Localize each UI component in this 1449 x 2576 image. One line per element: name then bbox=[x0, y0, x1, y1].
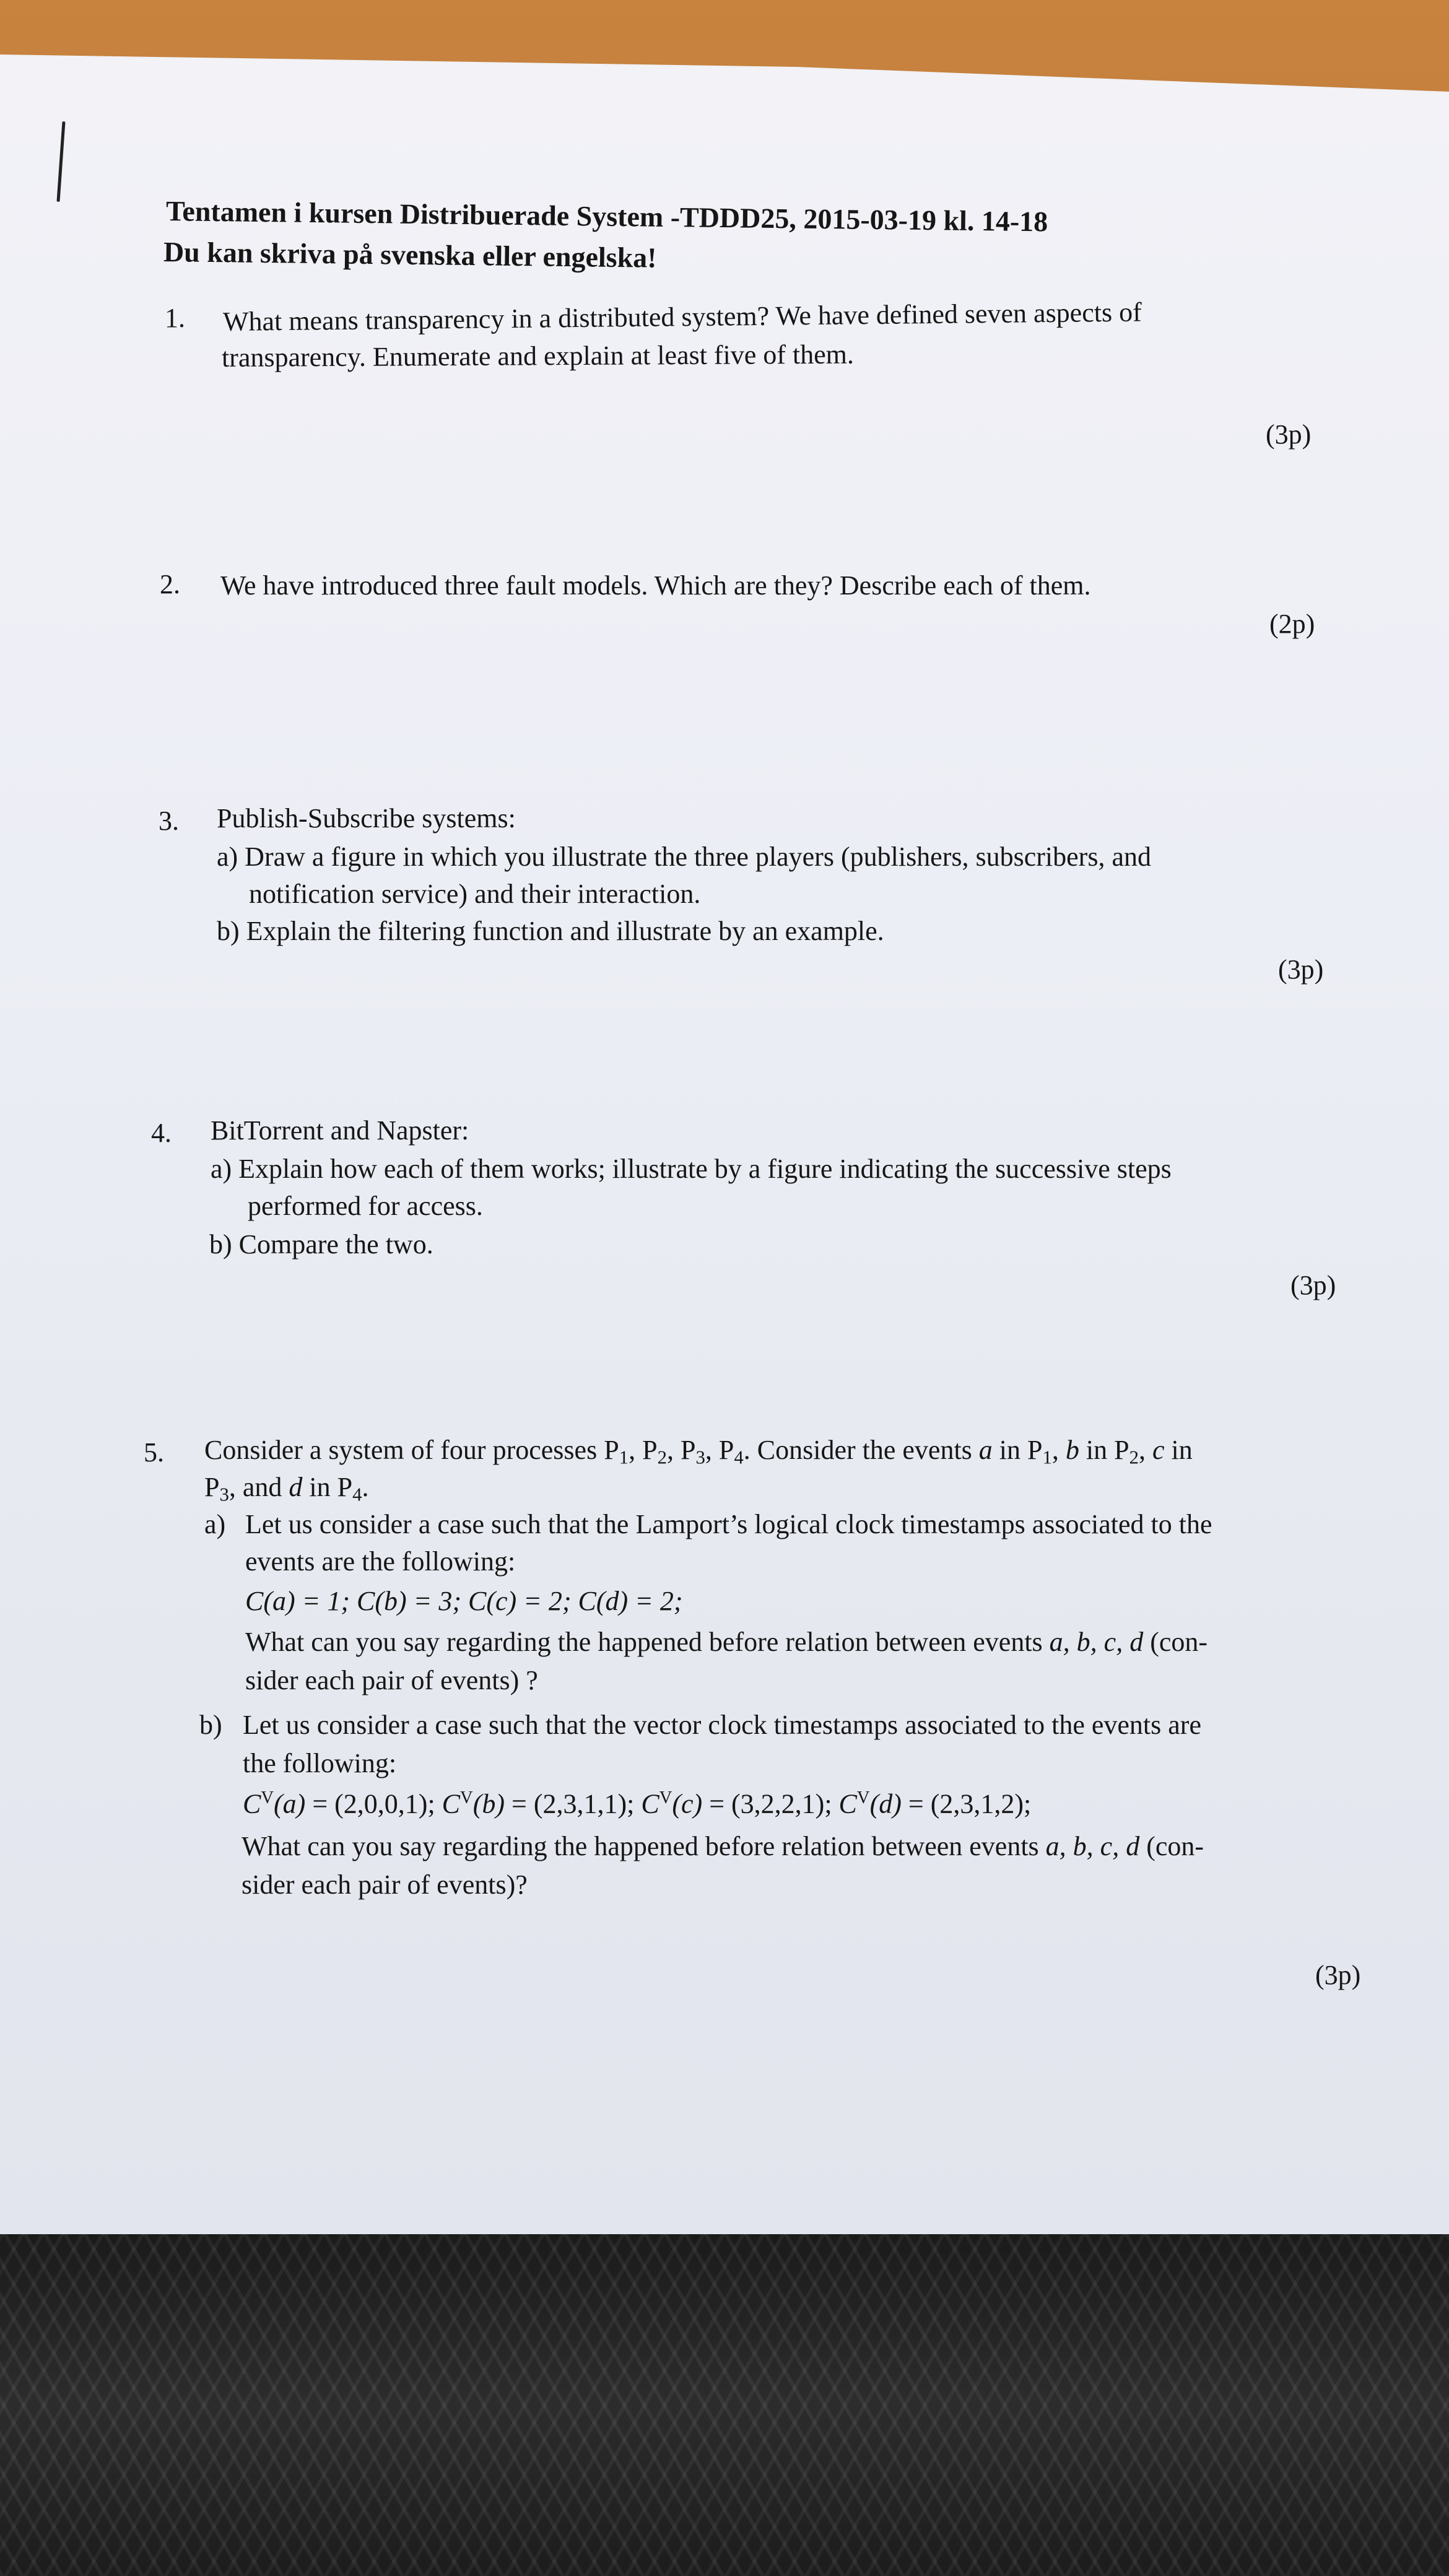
intro-text: , P bbox=[705, 1435, 734, 1465]
subscript: 3 bbox=[695, 1447, 705, 1468]
intro-text: , P bbox=[629, 1435, 658, 1465]
part-a-label: a) bbox=[204, 1509, 226, 1539]
event-variables: a, b, c, d bbox=[1045, 1831, 1140, 1861]
vector-value: = (2,3,1,2); bbox=[901, 1788, 1032, 1819]
question-text: notification service) and their interaction. bbox=[249, 879, 701, 909]
event-arg: (c) bbox=[672, 1788, 703, 1819]
part-b-label: b) bbox=[199, 1710, 222, 1740]
question-text: transparency. Enumerate and explain at least five of them. bbox=[221, 339, 855, 373]
part-a-text: (con- bbox=[1150, 1627, 1208, 1657]
points-label: (3p) bbox=[1266, 419, 1312, 450]
part-a-question bbox=[245, 1629, 1208, 1656]
part-b-text: (con- bbox=[1146, 1831, 1204, 1861]
part-a-text: sider each pair of events) ? bbox=[245, 1665, 538, 1695]
points-label: (2p) bbox=[1269, 609, 1315, 639]
intro-text: P bbox=[204, 1472, 220, 1502]
question-text: performed for access. bbox=[248, 1191, 483, 1221]
part-b-text: the following: bbox=[243, 1748, 397, 1778]
part-a-text: Let us consider a case such that the Lamport’s logical clock timestamps associated to the bbox=[245, 1509, 1212, 1539]
event-arg: (d) bbox=[869, 1788, 902, 1819]
intro-text: in P bbox=[992, 1435, 1043, 1465]
intro-text: in bbox=[1164, 1435, 1193, 1465]
intro-text: , P bbox=[666, 1435, 696, 1465]
exam-subtitle: Du kan skriva på svenska eller engelska! bbox=[163, 236, 657, 274]
subscript: 2 bbox=[657, 1447, 667, 1468]
question-text: a) Explain how each of them works; illustrate by a figure indicating the successive steps bbox=[211, 1154, 1172, 1184]
question-text: Publish-Subscribe systems: bbox=[217, 803, 516, 833]
part-a-text: events are the following: bbox=[245, 1546, 516, 1577]
subscript: 1 bbox=[619, 1447, 629, 1468]
vector-value: = (3,2,2,1); bbox=[702, 1788, 839, 1819]
question-intro-line-1 bbox=[204, 1437, 1193, 1467]
clock-symbol: C bbox=[442, 1788, 461, 1819]
clock-symbol: C bbox=[243, 1788, 261, 1819]
question-text: We have introduced three fault models. Which are they? Describe each of them. bbox=[220, 570, 1091, 601]
vector-value: = (2,0,0,1); bbox=[305, 1788, 442, 1819]
part-b-text: sider each pair of events)? bbox=[242, 1869, 528, 1900]
subscript: 4 bbox=[734, 1447, 744, 1468]
clock-symbol: C bbox=[838, 1788, 857, 1819]
question-number: 5. bbox=[144, 1437, 164, 1468]
points-label: (3p) bbox=[1278, 954, 1324, 985]
vector-value: = (2,3,1,1); bbox=[505, 1788, 642, 1819]
question-text: b) Compare the two. bbox=[209, 1229, 433, 1260]
intro-text: , bbox=[1051, 1435, 1066, 1465]
part-b-text: What can you say regarding the happened before relation between events bbox=[242, 1831, 1039, 1861]
clock-symbol: C bbox=[641, 1788, 659, 1819]
intro-text: . Consider the events bbox=[743, 1435, 979, 1465]
question-number: 4. bbox=[151, 1118, 172, 1148]
event-variable: d bbox=[289, 1472, 303, 1502]
event-variable: b bbox=[1065, 1435, 1079, 1465]
exam-title: Tentamen i kursen Distribuerade System -TDDD25, 2015-03-19 kl. 14-18 bbox=[165, 195, 1048, 238]
subscript: 3 bbox=[219, 1484, 229, 1505]
points-label: (3p) bbox=[1290, 1270, 1336, 1300]
question-number: 3. bbox=[159, 806, 179, 836]
vector-timestamps bbox=[243, 1790, 1031, 1818]
part-b-text: Let us consider a case such that the vector clock timestamps associated to the events are bbox=[243, 1710, 1201, 1740]
intro-text: in P bbox=[1079, 1435, 1129, 1465]
intro-text: in P bbox=[302, 1472, 353, 1502]
question-text: BitTorrent and Napster: bbox=[211, 1115, 469, 1146]
subscript: 4 bbox=[352, 1484, 362, 1505]
question-number: 2. bbox=[160, 569, 180, 599]
intro-text: . bbox=[362, 1472, 369, 1502]
intro-text: Consider a system of four processes P bbox=[204, 1435, 619, 1465]
question-text: What means transparency in a distributed system? We have defined seven aspects of bbox=[222, 297, 1142, 337]
part-a-text: What can you say regarding the happened before relation between events bbox=[245, 1627, 1043, 1657]
event-arg: (b) bbox=[472, 1788, 505, 1819]
question-text: b) Explain the filtering function and illustrate by an example. bbox=[217, 916, 884, 946]
superscript: V bbox=[856, 1788, 870, 1808]
superscript: V bbox=[261, 1788, 274, 1808]
question-intro-line-2 bbox=[204, 1474, 369, 1504]
event-variable: a bbox=[978, 1435, 993, 1465]
subscript: 2 bbox=[1129, 1447, 1139, 1468]
subscript: 1 bbox=[1042, 1447, 1052, 1468]
question-text: a) Draw a figure in which you illustrate the three players (publishers, subscribers, and bbox=[217, 842, 1151, 872]
event-variable: c bbox=[1152, 1435, 1165, 1465]
event-variables: a, b, c, d bbox=[1049, 1627, 1144, 1657]
superscript: V bbox=[460, 1788, 473, 1808]
event-arg: (a) bbox=[274, 1788, 306, 1819]
part-b-question bbox=[242, 1833, 1204, 1860]
intro-text: , bbox=[1139, 1435, 1153, 1465]
points-label: (3p) bbox=[1315, 1960, 1361, 1990]
lamport-timestamps: C(a) = 1; C(b) = 3; C(c) = 2; C(d) = 2; bbox=[245, 1586, 683, 1616]
question-number: 1. bbox=[165, 303, 185, 333]
superscript: V bbox=[659, 1788, 672, 1808]
intro-text: , and bbox=[228, 1472, 289, 1502]
